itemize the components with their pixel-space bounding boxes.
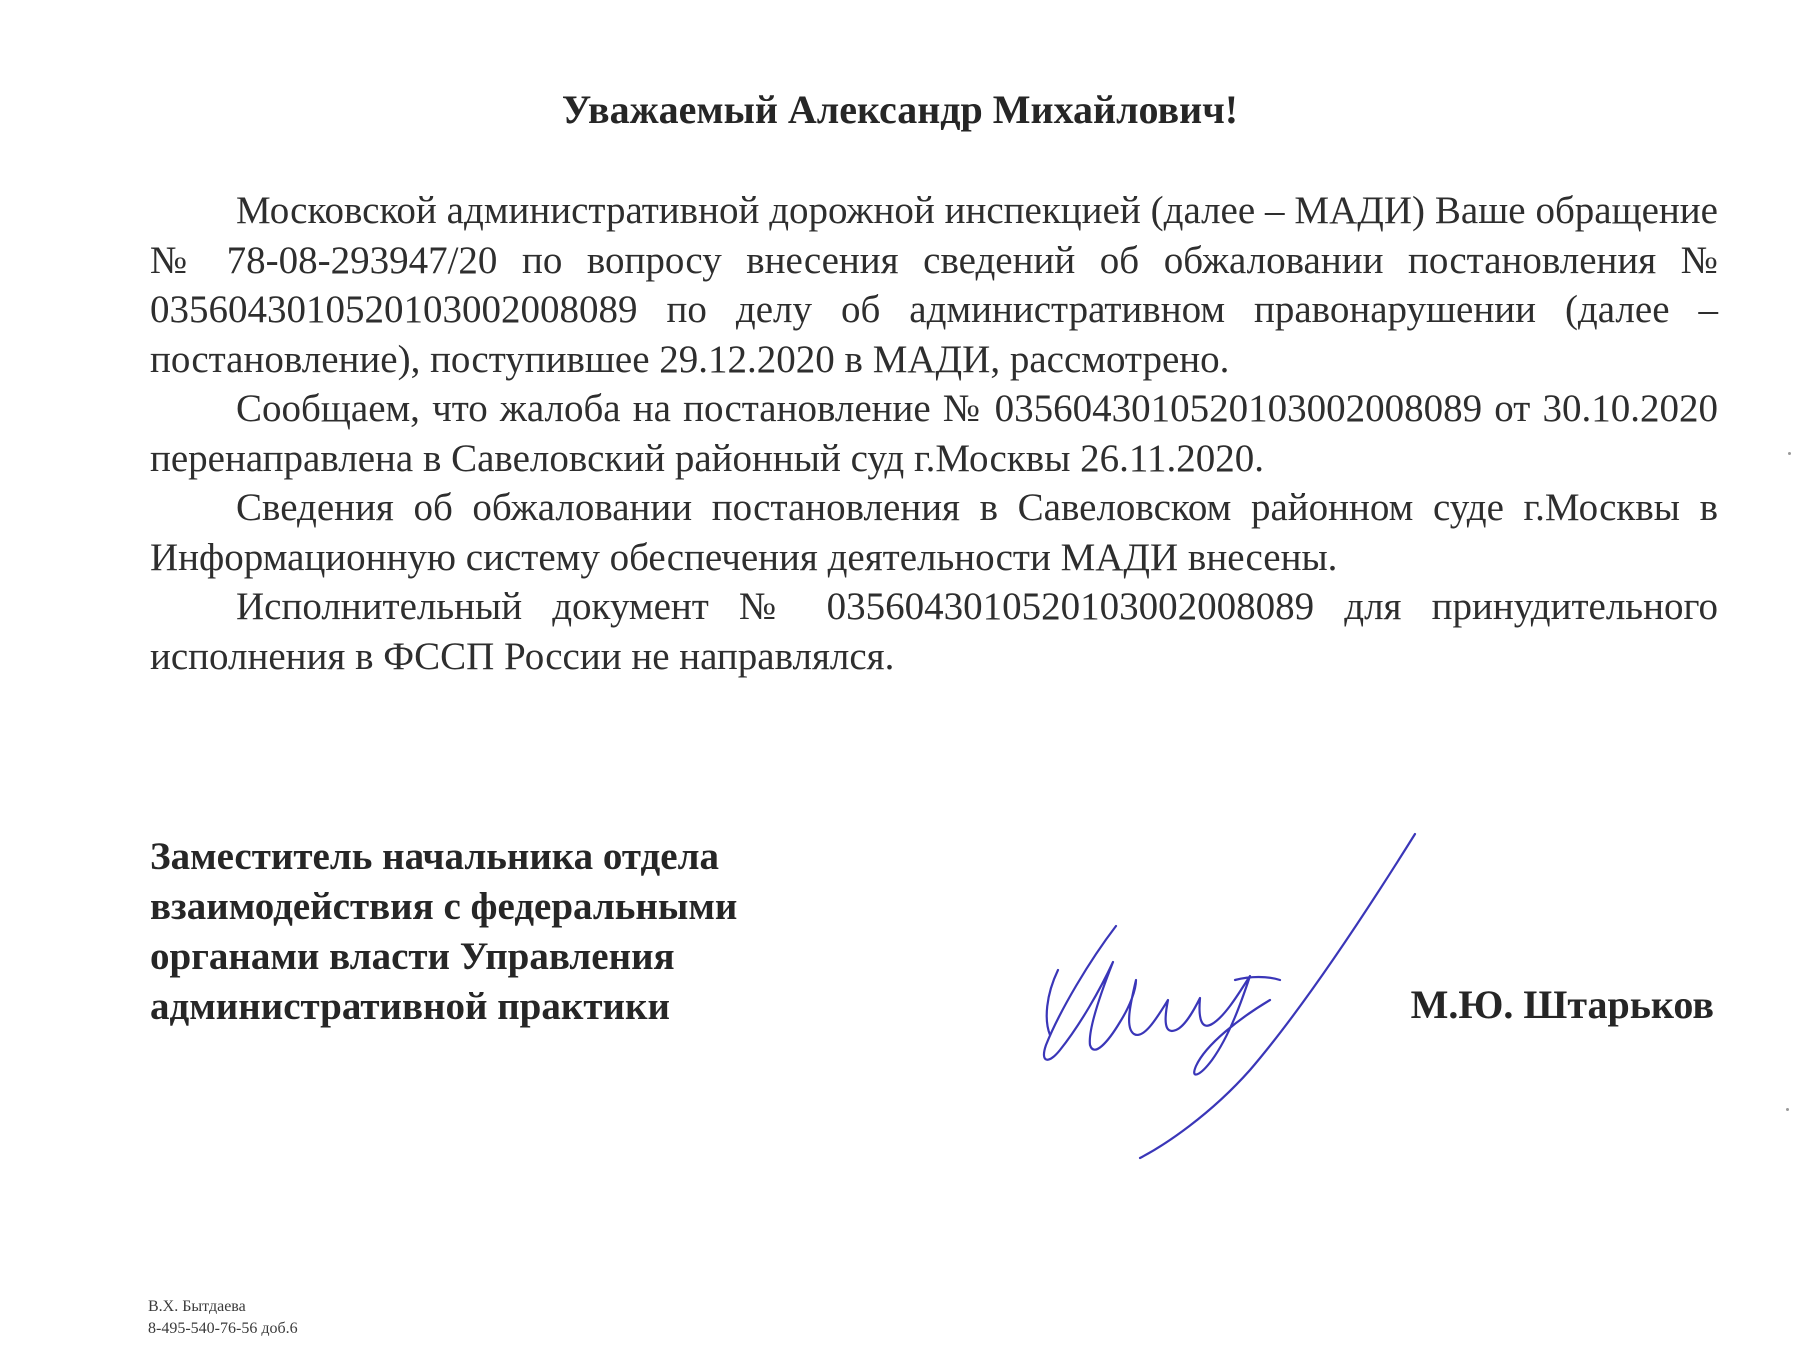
signatory-position: Заместитель начальника отдела взаимодействия с федеральными органами власти Управления административной практики [150,835,738,1028]
executor-phone: 8-495-540-76-56 доб.6 [148,1320,298,1337]
paragraph-review: Московской административной дорожной инспекцией (далее – МАДИ) Ваше обращение № 78-08-293947/20 по вопросу внесения сведений об обжаловании постановления № 0356043010520103002008089 по делу об административном правонарушении (далее – постановление), поступившее 29.12.2020 в МАДИ, рассмотрено. [150,189,1718,381]
salutation: Уважаемый Александр Михайлович! [561,87,1239,132]
scan-speck [1788,452,1791,455]
executor-info [148,1296,298,1340]
paragraph-enforcement: Исполнительный документ № 0356043010520103002008089 для принудительного исполнения в ФССП России не направлялся. [150,585,1718,678]
paragraph-info-system: Сведения об обжаловании постановления в Савеловском районном суде г.Москвы в Информационную систему обеспечения деятельности МАДИ внесены. [150,486,1718,579]
signature-stroke-main [1140,834,1415,1158]
executor-name: В.Х. Бытдаева [148,1298,246,1315]
signature-stroke-loop [1044,926,1270,1075]
paragraph-complaint-redirect: Сообщаем, что жалоба на постановление № 0356043010520103002008089 от 30.10.2020 перенаправлена в Савеловский районный суд г.Москвы 26.11.2020. [150,387,1718,480]
letter-body [150,186,1718,681]
handwritten-signature [950,830,1420,1160]
signature-stroke-tail [1235,977,1280,980]
signature-stroke-hook [1047,970,1058,1035]
scan-speck [1786,1108,1789,1111]
signatory-name: М.Ю. Штарьков [1410,982,1714,1027]
